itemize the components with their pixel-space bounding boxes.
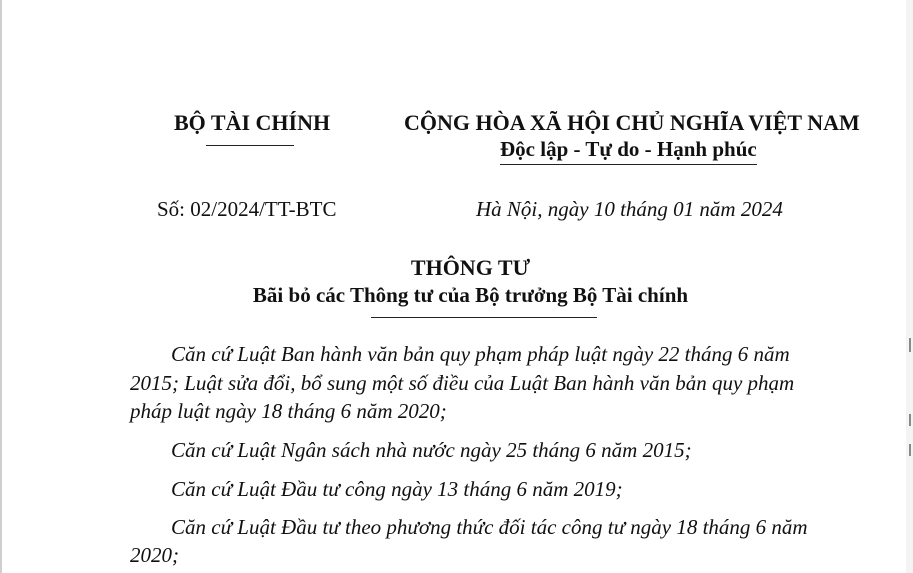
gutter-mark — [909, 414, 911, 426]
ministry-underline — [206, 145, 294, 146]
ministry-name: BỘ TÀI CHÍNH — [174, 110, 331, 135]
body-line: 2015; Luật sửa đổi, bổ sung một số điều của Luật Ban hành văn bản quy phạm — [130, 371, 795, 395]
body-line: Căn cứ Luật Đầu tư công ngày 13 tháng 6 năm 2019; — [171, 477, 623, 501]
document-subject: Bãi bỏ các Thông tư của Bộ trưởng Bộ Tài chính — [252, 283, 689, 307]
national-motto: Độc lập - Tự do - Hạnh phúc — [500, 137, 757, 165]
republic-name: CỘNG HÒA XÃ HỘI CHỦ NGHĨA VIỆT NAM — [404, 110, 860, 135]
subject-underline — [371, 317, 597, 318]
body-line: Căn cứ Luật Ban hành văn bản quy phạm pháp luật ngày 22 tháng 6 năm — [171, 342, 790, 366]
body-line: Căn cứ Luật Ngân sách nhà nước ngày 25 tháng 6 năm 2015; — [171, 438, 692, 462]
body-line: 2020; — [130, 543, 179, 567]
body-line: Căn cứ Luật Đầu tư theo phương thức đối tác công tư ngày 18 tháng 6 năm — [171, 515, 808, 539]
gutter-mark — [909, 444, 911, 456]
document-number: Số: 02/2024/TT-BTC — [157, 197, 337, 221]
document-type-title: THÔNG TƯ — [410, 255, 531, 280]
gutter-mark — [909, 338, 911, 352]
place-and-date: Hà Nội, ngày 10 tháng 01 năm 2024 — [476, 197, 783, 221]
body-line: pháp luật ngày 18 tháng 6 năm 2020; — [130, 399, 447, 423]
